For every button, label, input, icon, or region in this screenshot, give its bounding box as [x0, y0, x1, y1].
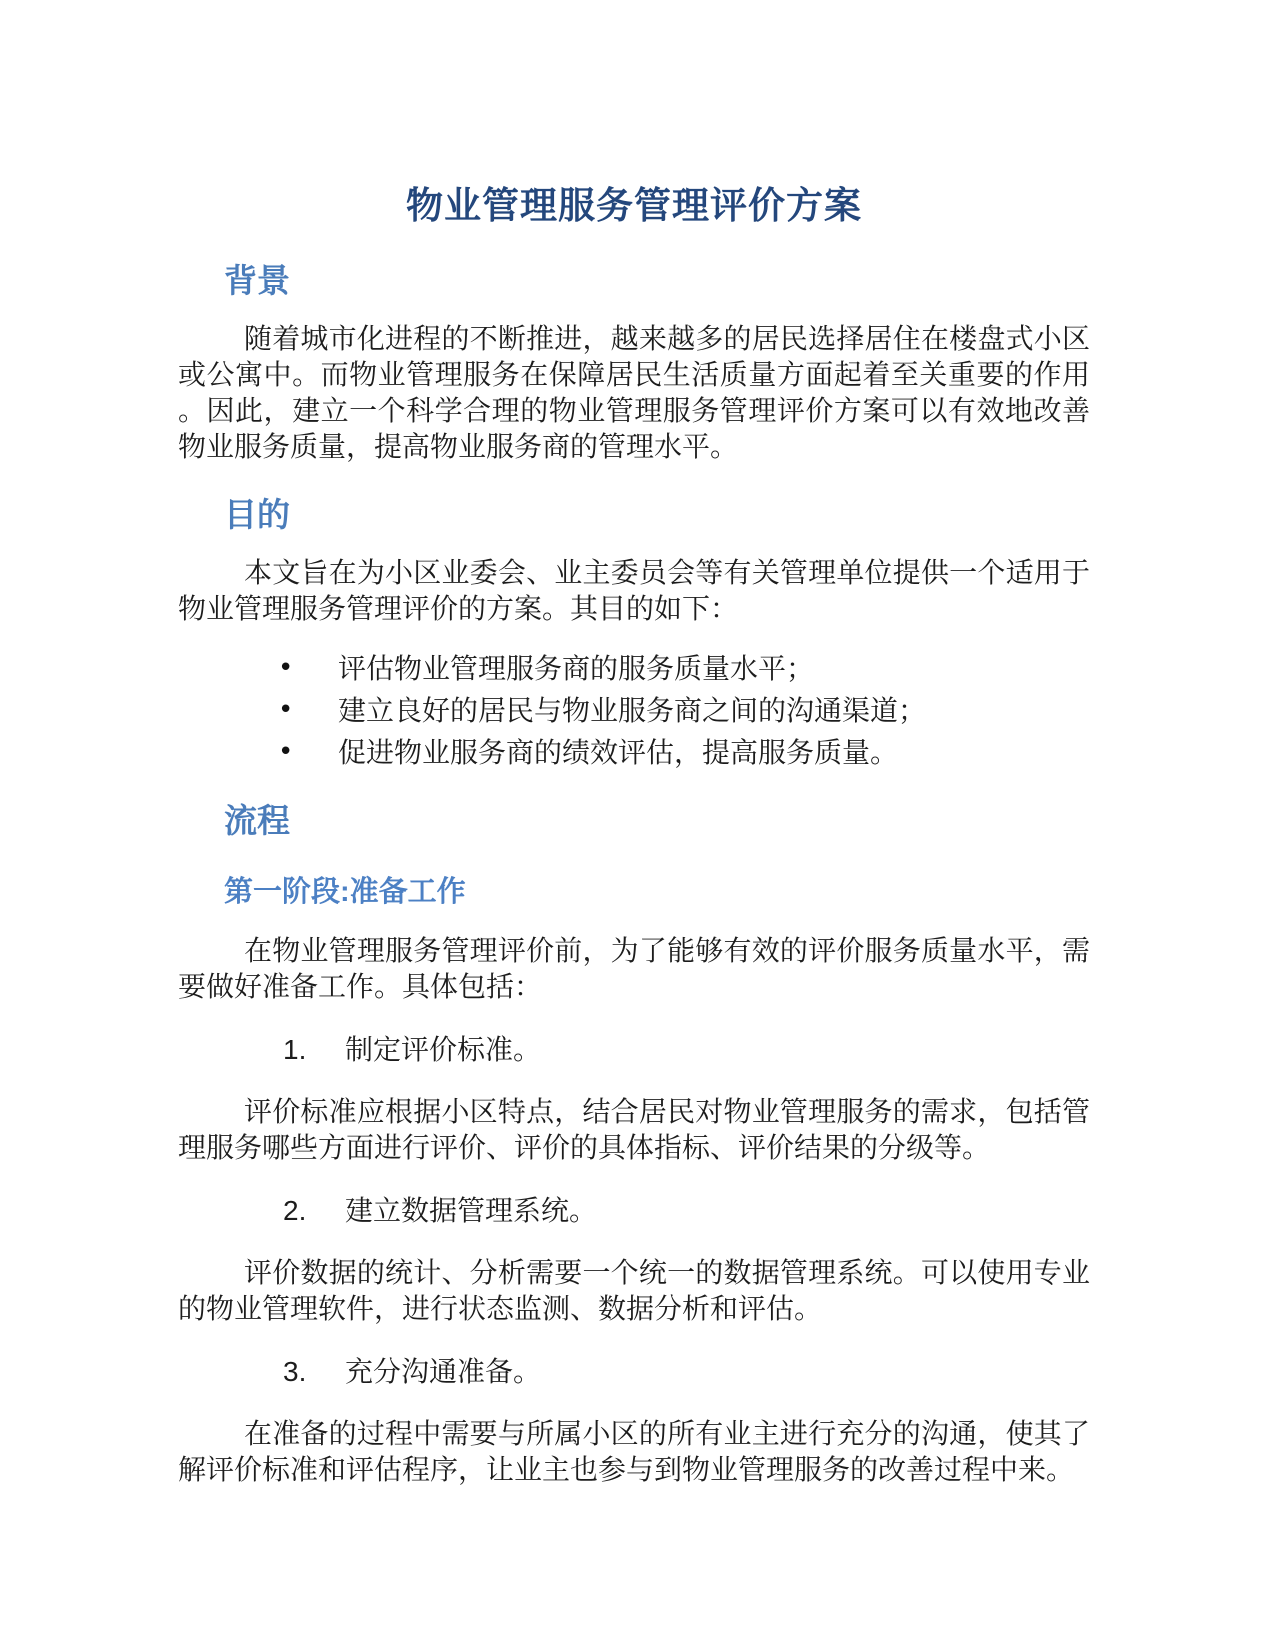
step-label: 建立数据管理系统。	[345, 1196, 598, 1227]
bullet-item	[178, 652, 1090, 688]
numbered-step-3	[178, 1354, 1090, 1391]
paragraph-step3-detail: 在准备的过程中需要与所属小区的所有业主进行充分的沟通，使其了解评价标准和评估程序，让业主也参与到物业管理服务的改善过程中来。	[178, 1419, 1090, 1486]
bullet-icon: •	[278, 695, 294, 725]
paragraph-stage1-intro: 在物业管理服务管理评价前，为了能够有效的评价服务质量水平，需要做好准备工作。具体包括：	[178, 936, 1090, 1003]
paragraph-background: 随着城市化进程的不断推进，越来越多的居民选择居住在楼盘式小区或公寓中。而物业管理服务在保障居民生活质量方面起着至关重要的作用。因此，建立一个科学合理的物业管理服务管理评价方案可以有效地改善物业服务质量，提高物业服务商的管理水平。	[178, 324, 1090, 463]
numbered-step-1	[178, 1032, 1090, 1069]
step-number: 2.	[283, 1195, 307, 1226]
paragraph-step1-detail: 评价标准应根据小区特点，结合居民对物业管理服务的需求，包括管理服务哪些方面进行评价、评价的具体指标、评价结果的分级等。	[178, 1097, 1090, 1164]
heading-purpose: 目的	[224, 496, 290, 533]
purpose-bullet-list	[178, 652, 1090, 772]
bullet-text: 促进物业服务商的绩效评估，提高服务质量。	[338, 738, 899, 769]
bullet-text: 评估物业管理服务商的服务质量水平；	[338, 654, 815, 685]
paragraph-purpose: 本文旨在为小区业委会、业主委员会等有关管理单位提供一个适用于物业管理服务管理评价的方案。其目的如下：	[178, 558, 1090, 625]
step-number: 1.	[283, 1034, 307, 1065]
bullet-item	[178, 694, 1090, 730]
heading-background: 背景	[224, 262, 290, 299]
bullet-item	[178, 736, 1090, 772]
bullet-icon: •	[278, 653, 294, 683]
heading-stage1: 第一阶段:准备工作	[224, 876, 466, 908]
step-label: 充分沟通准备。	[345, 1357, 542, 1388]
document-title: 物业管理服务管理评价方案	[406, 185, 862, 226]
paragraph-step2-detail: 评价数据的统计、分析需要一个统一的数据管理系统。可以使用专业的物业管理软件，进行状态监测、数据分析和评估。	[178, 1258, 1090, 1325]
heading-process: 流程	[224, 802, 290, 839]
bullet-text: 建立良好的居民与物业服务商之间的沟通渠道；	[338, 696, 927, 727]
bullet-icon: •	[278, 737, 294, 767]
numbered-step-2	[178, 1193, 1090, 1230]
step-label: 制定评价标准。	[345, 1035, 542, 1066]
step-number: 3.	[283, 1356, 307, 1387]
